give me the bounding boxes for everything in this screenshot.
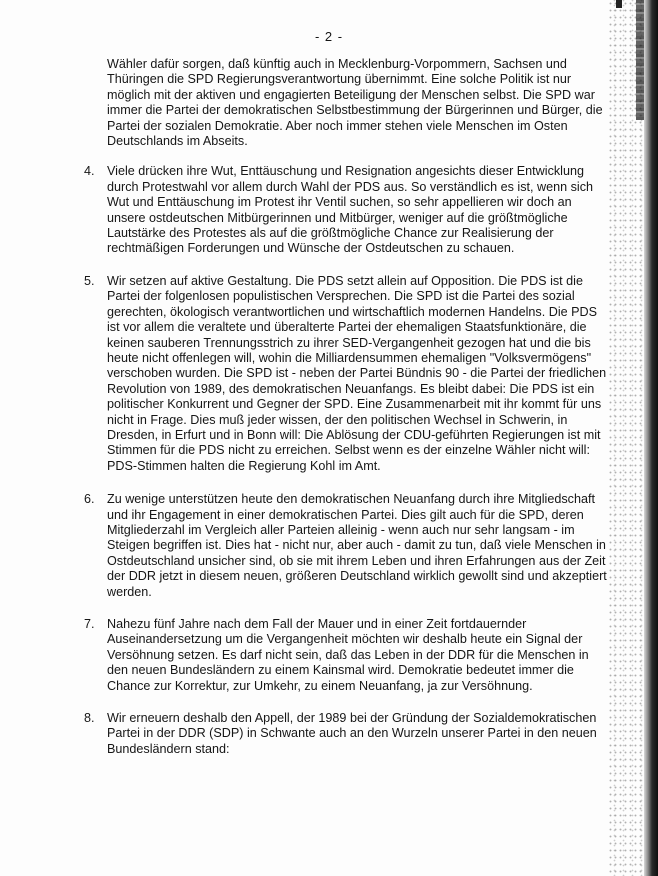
item-number: 5. [84, 273, 95, 288]
item-text: Nahezu fünf Jahre nach dem Fall der Mauer und in einer Zeit fortdauernder Auseinandersetzung um die Vergangenheit möchten wir deshalb heute ein Signal der Versöhnung setzen. Es darf nicht sein, daß das Leben in der DDR für die Menschen in den neuen Bundesländern zu einem Kainsmal wird. Demokratie bedeutet immer die Chance zur Korrektur, zur Umkehr, zu einem Neuanfang, ja zur Versöhnung. [107, 617, 589, 693]
list-item [84, 617, 612, 694]
item-text: Wir erneuern deshalb den Appell, der 1989 bei der Gründung der Sozialdemokratischen Partei in der DDR (SDP) in Schwante auch an den Wurzeln unserer Partei in den neuen Bundesländern stand: [107, 711, 597, 756]
list-item [84, 274, 612, 474]
scan-edge [644, 0, 658, 876]
page-number: - 2 - [314, 29, 344, 44]
intro-paragraph: Wähler dafür sorgen, daß künftig auch in Mecklenburg-Vorpommern, Sachsen und Thüringen die SPD Regierungsverantwortung übernimmt. Eine solche Politik ist nur möglich mit der aktiven und engagierten Beteiligung der Menschen selbst. Die SPD war immer die Partei der demokratischen Selbstbestimmung der Bürgerinnen und Bürger, die Partei der sozialen Demokratie. Aber noch immer stehen viele Menschen im Osten Deutschlands im Abseits. [107, 57, 603, 149]
item-text: Zu wenige unterstützen heute den demokratischen Neuanfang durch ihre Mitgliedschaft und ihr Engagement in einer demokratischen Partei. Dies gilt auch für die SPD, deren Mitgliederzahl im Vergleich aller Parteien alleinig - wenn auch nur sehr langsam - im Steigen begriffen ist. Dies hat - nicht nur, aber auch - damit zu tun, daß viele Menschen in Ostdeutschland unsicher sind, ob sie mit ihrem Leben und ihren Erfahrungen aus der Zeit der DDR jetzt in diesem neuen, größeren Deutschland wirklich gewollt sind und akzeptiert werden. [107, 492, 607, 599]
item-number: 4. [84, 164, 95, 179]
item-number: 7. [84, 617, 95, 631]
item-text: Viele drücken ihre Wut, Enttäuschung und Resignation angesichts dieser Entwicklung durch Protestwahl vor allem durch Wahl der PDS aus. So verständlich es ist, wenn sich Wut und Enttäuschung im Protest ihr Ventil suchen, so sehr appellieren wir doch an unsere ostdeutschen Mitbürgerinnen und Mitbürger, weniger auf die größtmögliche Lautstärke des Protestes als auf die größtmögliche Chance zur Realisierung der rechtmäßigen Forderungen und Wünsche der Ostdeutschen zu schauen. [107, 164, 594, 256]
document-body [84, 57, 612, 757]
item-number: 6. [84, 492, 95, 507]
item-text: Wir setzen auf aktive Gestaltung. Die PDS setzt allein auf Opposition. Die PDS ist die Partei der folgenlosen populistischen Versprechen. Die SPD ist die Partei des sozial gerechten, ökologisch verantwortlichen und wirtschaftlich modernen Handelns. Die PDS ist vor allem die veraltete und überalterte Partei der ehemaligen Staatsfunktionäre, die keinen sauberen Trennungsstrich zu ihrer SED-Vergangenheit gezogen hat und die bis heute nicht offenlegen will, wohin die Milliardensummen ehemaligen "Volksvermögens" verschoben wurden. Die SPD ist - neben der Partei Bündnis 90 - die Partei der friedlichen Revolution von 1989, des demokratischen Neuanfangs. Es bleibt dabei: Die PDS ist ein politischer Konkurrent und Gegner der SPD. Eine Zusammenarbeit mit ihr kommt für uns nicht in Frage. Dies muß jeder wissen, der den politischen Wechsel in Schwerin, in Dresden, in Erfurt und in Bonn will: Die Ablösung der CDU-geführten Regierungen ist mit Stimmen für die PDS nicht zu erreichen. Selbst wenn es der einzelne Wähler nicht will: PDS-Stimmen halten die Regierung Kohl im Amt. [107, 273, 607, 473]
list-item [84, 711, 612, 757]
scan-mark [616, 0, 622, 8]
scan-noise [608, 0, 644, 876]
list-item [84, 492, 612, 600]
list-item [84, 164, 612, 256]
item-number: 8. [84, 711, 95, 726]
